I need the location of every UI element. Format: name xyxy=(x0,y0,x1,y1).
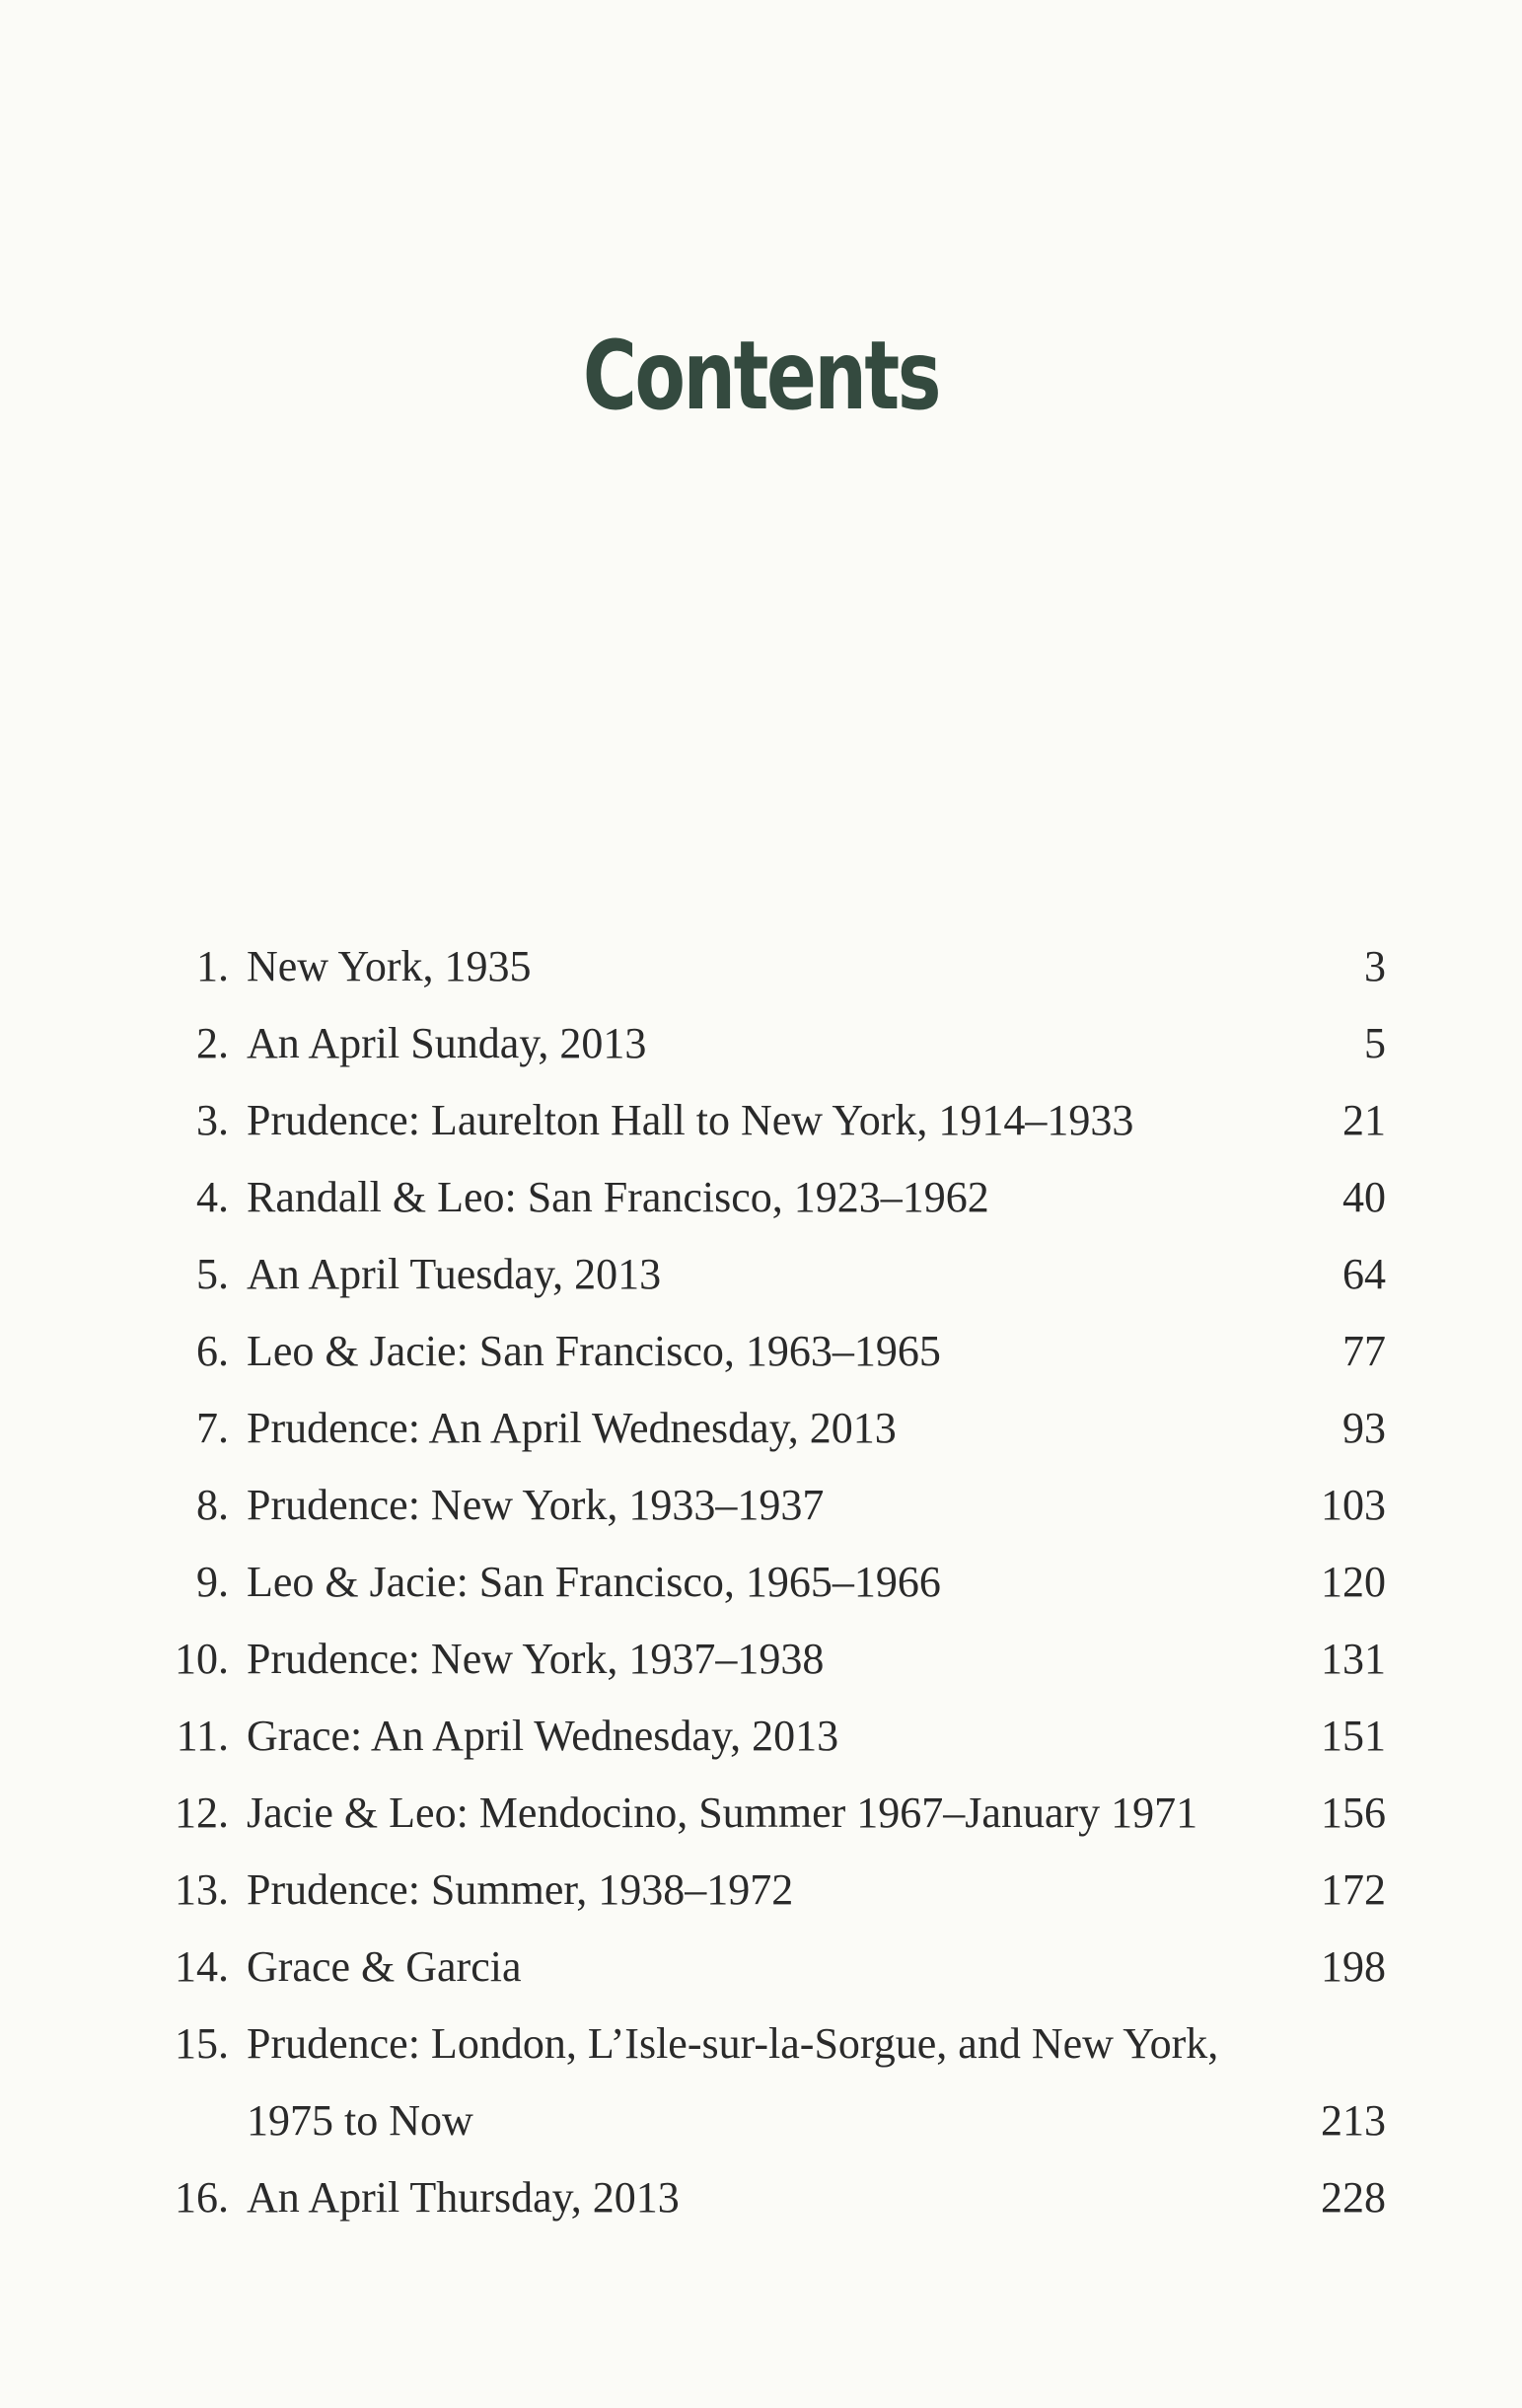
toc-entry xyxy=(138,1005,1386,1082)
chapter-number: 10. xyxy=(175,1635,229,1683)
chapter-title-continuation: 1975 to Now xyxy=(247,2096,473,2145)
toc-entry xyxy=(138,1236,1386,1313)
page-number: 198 xyxy=(1321,1942,1386,1991)
toc-entry-continuation xyxy=(138,2082,1386,2159)
page-number: 5 xyxy=(1364,1019,1386,1067)
page-number: 93 xyxy=(1342,1404,1386,1452)
page-number: 228 xyxy=(1321,2173,1386,2222)
chapter-number: 4. xyxy=(196,1173,229,1221)
toc-entry xyxy=(138,1852,1386,1929)
page-number: 131 xyxy=(1321,1635,1386,1683)
chapter-title: Prudence: An April Wednesday, 2013 xyxy=(247,1404,897,1452)
toc-entry xyxy=(138,928,1386,1005)
chapter-title: An April Tuesday, 2013 xyxy=(247,1250,662,1298)
page-number: 120 xyxy=(1321,1558,1386,1606)
chapter-number: 2. xyxy=(196,1019,229,1067)
toc-entry xyxy=(138,1390,1386,1467)
toc-entry xyxy=(138,1082,1386,1159)
chapter-number: 13. xyxy=(175,1865,229,1914)
toc-entry xyxy=(138,2159,1386,2236)
chapter-title: Jacie & Leo: Mendocino, Summer 1967–January 1971 xyxy=(247,1788,1198,1837)
chapter-title: Prudence: London, L’Isle-sur-la-Sorgue, and New York, xyxy=(247,2019,1219,2068)
chapter-title: Prudence: Summer, 1938–1972 xyxy=(247,1865,794,1914)
page-number: 151 xyxy=(1321,1712,1386,1760)
chapter-title: Prudence: New York, 1937–1938 xyxy=(247,1635,825,1683)
page-number: 64 xyxy=(1342,1250,1386,1298)
page-number: 21 xyxy=(1342,1096,1386,1144)
chapter-title: Grace: An April Wednesday, 2013 xyxy=(247,1712,839,1760)
chapter-number: 3. xyxy=(196,1096,229,1144)
chapter-title: Prudence: New York, 1933–1937 xyxy=(247,1481,825,1529)
toc-entry xyxy=(138,1775,1386,1852)
toc-entry xyxy=(138,2006,1386,2082)
chapter-number: 5. xyxy=(196,1250,229,1298)
toc-entry xyxy=(138,1313,1386,1390)
page-number: 172 xyxy=(1321,1865,1386,1914)
chapter-number: 15. xyxy=(175,2019,229,2068)
page-number: 3 xyxy=(1364,942,1386,990)
chapter-number: 7. xyxy=(196,1404,229,1452)
toc-entry xyxy=(138,1929,1386,2006)
chapter-title: An April Thursday, 2013 xyxy=(247,2173,680,2222)
chapter-number: 1. xyxy=(196,942,229,990)
contents-heading: Contents xyxy=(582,321,940,431)
chapter-number: 14. xyxy=(175,1942,229,1991)
chapter-number: 16. xyxy=(175,2173,229,2222)
chapter-number: 8. xyxy=(196,1481,229,1529)
chapter-title: Randall & Leo: San Francisco, 1923–1962 xyxy=(247,1173,989,1221)
chapter-title: An April Sunday, 2013 xyxy=(247,1019,647,1067)
chapter-number: 11. xyxy=(176,1712,229,1760)
chapter-number: 9. xyxy=(196,1558,229,1606)
chapter-title: Leo & Jacie: San Francisco, 1963–1965 xyxy=(247,1327,941,1375)
page-number: 103 xyxy=(1321,1481,1386,1529)
chapter-title: Leo & Jacie: San Francisco, 1965–1966 xyxy=(247,1558,941,1606)
chapter-title: Grace & Garcia xyxy=(247,1942,522,1991)
chapter-title: Prudence: Laurelton Hall to New York, 1914–1933 xyxy=(247,1096,1134,1144)
chapter-number: 12. xyxy=(175,1788,229,1837)
toc-entry xyxy=(138,1159,1386,1236)
toc-entry xyxy=(138,1698,1386,1775)
chapter-number: 6. xyxy=(196,1327,229,1375)
page-number: 40 xyxy=(1342,1173,1386,1221)
page-number: 213 xyxy=(1321,2096,1386,2145)
page-number: 77 xyxy=(1342,1327,1386,1375)
chapter-title: New York, 1935 xyxy=(247,942,532,990)
page-number: 156 xyxy=(1321,1788,1386,1837)
toc-entry xyxy=(138,1621,1386,1698)
table-of-contents xyxy=(138,928,1386,2236)
toc-entry xyxy=(138,1544,1386,1621)
toc-entry xyxy=(138,1467,1386,1544)
